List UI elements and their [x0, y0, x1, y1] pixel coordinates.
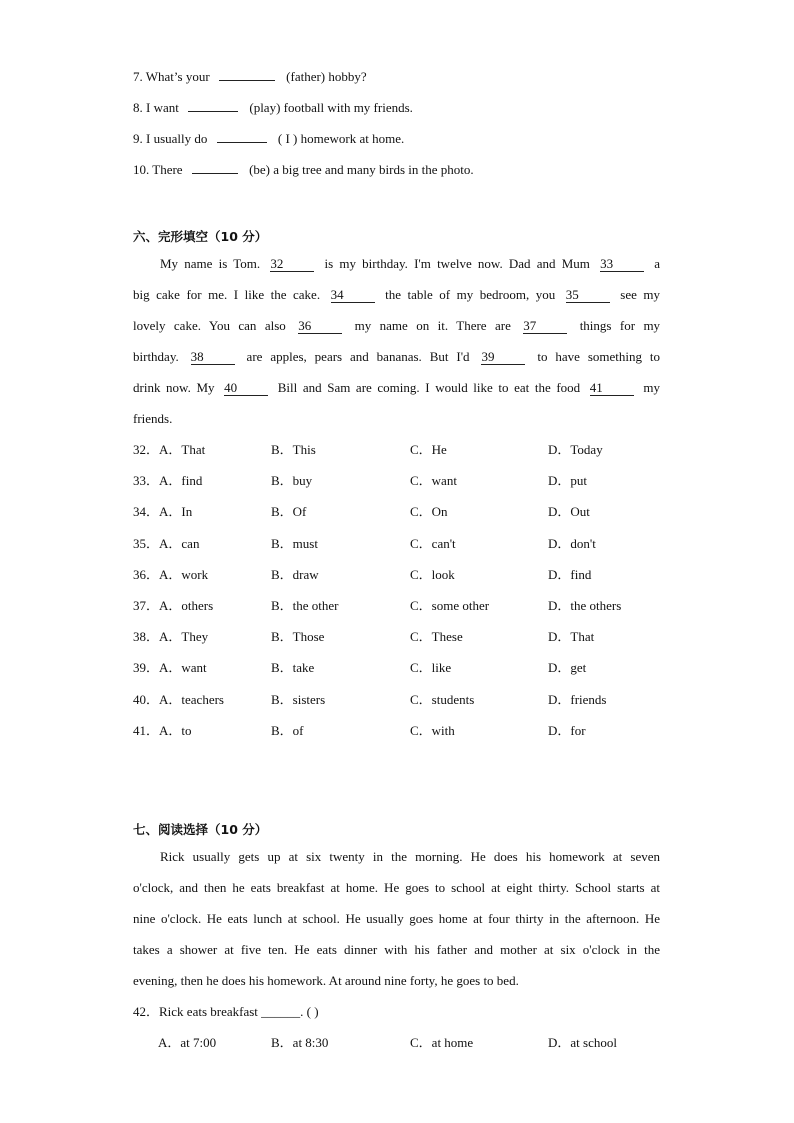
option-b[interactable]: B．Of	[271, 504, 307, 520]
cloze-question-row	[133, 503, 673, 521]
cloze-passage	[133, 255, 660, 441]
option-label: A．teachers	[159, 691, 224, 707]
cloze-line	[133, 317, 660, 348]
option-a[interactable]	[133, 535, 199, 553]
reading-question-42-options	[158, 1034, 678, 1052]
cloze-text: my name on it. There are	[354, 318, 511, 333]
cloze-question-row	[133, 441, 673, 459]
option-c[interactable]: C．On	[410, 504, 448, 520]
question-number: 35．	[133, 535, 160, 551]
cloze-question-row	[133, 722, 673, 740]
option-d[interactable]: D．find	[548, 566, 592, 582]
option-a[interactable]	[133, 472, 202, 490]
option-c[interactable]: C．can't	[410, 535, 456, 551]
option-a[interactable]	[133, 597, 213, 615]
section-heading-reading: 七、阅读选择（10 分）	[133, 822, 268, 837]
question-number: 33．	[133, 473, 160, 489]
option-a[interactable]: A．at 7:00	[158, 1035, 217, 1050]
cloze-text: big cake for me. I like the cake.	[133, 287, 321, 302]
fill-item-hint: (father) hobby?	[286, 69, 367, 84]
option-d[interactable]: D．Out	[548, 504, 590, 520]
cloze-question-row	[133, 628, 673, 646]
option-b[interactable]: B．the other	[271, 598, 339, 613]
cloze-blank-33[interactable]: 33	[600, 257, 644, 272]
reading-passage	[133, 848, 660, 1003]
option-label: A．In	[159, 504, 193, 520]
fill-item-text: 9. I usually do	[133, 131, 208, 146]
option-label: A．They	[159, 629, 209, 645]
cloze-line	[133, 348, 660, 379]
option-c[interactable]: C．These	[410, 629, 463, 645]
cloze-blank-35[interactable]: 35	[566, 288, 610, 303]
cloze-text: lovely cake. You can also	[133, 318, 286, 333]
cloze-text: the table of my bedroom, you	[385, 287, 556, 302]
cloze-text: my	[643, 380, 661, 395]
fill-item-hint: ( I ) homework at home.	[277, 131, 405, 146]
answer-blank[interactable]	[219, 67, 275, 81]
option-b[interactable]: B．draw	[271, 566, 319, 582]
option-label: A．find	[159, 473, 203, 489]
cloze-blank-34[interactable]: 34	[331, 288, 375, 303]
option-d[interactable]: D．Today	[548, 442, 603, 457]
option-a[interactable]	[133, 659, 207, 677]
option-d[interactable]: D．get	[548, 660, 587, 676]
cloze-text: are apples, pears and bananas. But I'd	[246, 349, 470, 364]
cloze-line	[133, 410, 660, 441]
cloze-question-row	[133, 597, 673, 615]
option-a[interactable]	[133, 722, 192, 740]
option-b[interactable]: B．This	[271, 442, 316, 457]
option-b[interactable]: B．sisters	[271, 691, 326, 707]
answer-blank[interactable]	[192, 160, 238, 174]
option-b[interactable]: B．buy	[271, 473, 313, 489]
option-a[interactable]	[133, 628, 208, 646]
cloze-blank-37[interactable]: 37	[523, 319, 567, 334]
option-c[interactable]: C．with	[410, 722, 455, 738]
option-label: A．That	[159, 442, 206, 457]
option-c[interactable]: C．some other	[410, 598, 490, 613]
option-label: A．can	[159, 535, 200, 551]
section-heading-cloze: 六、完形填空（10 分）	[133, 229, 268, 244]
option-label: A．want	[159, 660, 207, 676]
option-label: A．others	[159, 598, 214, 613]
fill-item-text: 8. I want	[133, 100, 179, 115]
option-c[interactable]: C．He	[410, 442, 447, 457]
answer-blank[interactable]	[188, 98, 238, 112]
reading-line: takes a shower at five ten. He eats dinner with his father and mother at six o'clock in the	[133, 942, 660, 957]
option-c[interactable]: C．at home	[410, 1035, 474, 1050]
option-a[interactable]	[133, 566, 208, 584]
question-number: 41．	[133, 722, 160, 738]
cloze-question-row	[133, 691, 673, 709]
fill-item-text: 7. What’s your	[133, 69, 210, 84]
cloze-question-row	[133, 472, 673, 490]
option-a[interactable]	[133, 503, 192, 521]
cloze-question-row	[133, 659, 673, 677]
fill-item-text: 10. There	[133, 162, 183, 177]
fill-item-hint: (play) football with my friends.	[249, 100, 413, 115]
cloze-text: birthday.	[133, 349, 179, 364]
question-number: 40．	[133, 691, 160, 707]
question-number: 36．	[133, 566, 160, 582]
question-number: 38．	[133, 629, 160, 645]
cloze-blank-40[interactable]: 40	[224, 381, 268, 396]
cloze-blank-39[interactable]: 39	[481, 350, 525, 365]
option-b[interactable]: B．at 8:30	[271, 1035, 329, 1050]
cloze-blank-38[interactable]: 38	[191, 350, 235, 365]
option-b[interactable]: B．of	[271, 722, 304, 738]
fill-item-10	[133, 160, 474, 179]
option-a[interactable]	[133, 691, 224, 709]
cloze-text: My name is Tom.	[160, 256, 261, 271]
cloze-blank-36[interactable]: 36	[298, 319, 342, 334]
cloze-line	[133, 286, 660, 317]
cloze-text: is my birthday. I'm twelve now. Dad and Mum	[324, 256, 590, 271]
option-d[interactable]: D．don't	[548, 535, 596, 551]
option-a[interactable]	[133, 441, 205, 459]
fill-item-8	[133, 98, 413, 117]
cloze-text: friends.	[133, 411, 173, 426]
cloze-question-row	[133, 535, 673, 553]
cloze-text: a	[654, 256, 661, 271]
reading-question-42: 42．Rick eats breakfast ______. ( )	[133, 1004, 319, 1019]
cloze-question-row	[133, 566, 673, 584]
option-d[interactable]: D．put	[548, 473, 588, 489]
option-c[interactable]: C．like	[410, 660, 452, 676]
option-c[interactable]: C．students	[410, 691, 475, 707]
fill-item-7	[133, 67, 367, 86]
option-d[interactable]: D．friends	[548, 691, 607, 707]
answer-blank[interactable]	[217, 129, 267, 143]
cloze-text: see my	[620, 287, 660, 302]
cloze-line	[133, 379, 660, 410]
reading-line: evening, then he does his homework. At around nine forty, he goes to bed.	[133, 973, 519, 988]
option-b[interactable]: B．Those	[271, 629, 325, 645]
fill-item-hint: (be) a big tree and many birds in the photo.	[249, 162, 474, 177]
option-d[interactable]: D．at school	[548, 1035, 617, 1050]
option-b[interactable]: B．must	[271, 535, 318, 551]
cloze-blank-41[interactable]: 41	[590, 381, 634, 396]
option-label: A．to	[159, 722, 192, 738]
cloze-line	[133, 255, 660, 286]
option-c[interactable]: C．want	[410, 473, 457, 489]
option-d[interactable]: D．That	[548, 629, 595, 645]
option-label: A．work	[159, 566, 209, 582]
option-c[interactable]: C．look	[410, 566, 455, 582]
question-number: 39．	[133, 660, 160, 676]
reading-line: o'clock, and then he eats breakfast at home. He goes to school at eight thirty. School starts at	[133, 880, 660, 895]
cloze-text: to have something to	[537, 349, 661, 364]
question-number: 37．	[133, 598, 160, 613]
cloze-text: Bill and Sam are coming. I would like to eat the food	[277, 380, 581, 395]
question-number: 32．	[133, 442, 160, 457]
reading-line: Rick usually gets up at six twenty in the morning. He does his homework at seven	[160, 849, 660, 864]
cloze-blank-32[interactable]: 32	[270, 257, 314, 272]
cloze-text: things for my	[579, 318, 661, 333]
option-d[interactable]: D．for	[548, 722, 586, 738]
option-b[interactable]: B．take	[271, 660, 315, 676]
cloze-text: drink now. My	[133, 380, 215, 395]
fill-item-9	[133, 129, 404, 148]
question-number: 34．	[133, 504, 160, 520]
option-d[interactable]: D．the others	[548, 598, 622, 613]
reading-line: nine o'clock. He eats lunch at school. He usually goes home at four thirty in the afternoon. He	[133, 911, 660, 926]
